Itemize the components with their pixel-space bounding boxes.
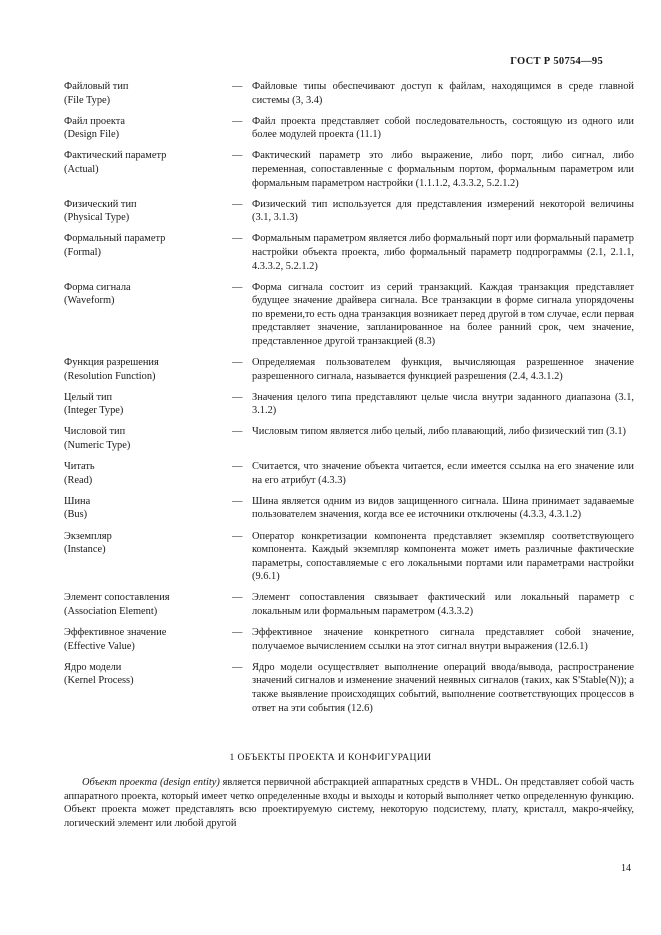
glossary-entry [64, 530, 634, 584]
definition: Считается, что значение объекта читается, если имеется ссылка на его значение или на его атрибут (4.3.3) [252, 461, 634, 486]
term [64, 460, 232, 487]
page-number: 14 [621, 863, 631, 874]
glossary-entry [64, 149, 634, 190]
term-russian: Физический тип [64, 198, 137, 210]
term-russian: Целый тип [64, 391, 113, 403]
definition: Формальным параметром является либо формальный порт или формальный параметр настройки объекта проекта, либо формальный параметр подпрограммы (2.1, 2.1.1, 4.3.3.2, 5.2.1.2) [252, 233, 634, 272]
paragraph-text: является первичной абстракцией аппаратных средств в VHDL. Он представляет собой часть аппаратного проекта, который имеет четко определенные входы и выходы и который выполняет четко определенную функцию. Объект проекта может представлять всю проектируемую систему, некоторую подсистему, плату, кристалл, макро-ячейку, логический элемент или любой другой [64, 777, 634, 829]
dash: — [232, 661, 243, 673]
dash: — [232, 627, 243, 639]
term-russian: Файл проекта [64, 115, 126, 127]
term [64, 198, 232, 225]
term-english: (File Type) [64, 94, 111, 106]
glossary-entry [64, 281, 634, 349]
term-english: (Association Element) [64, 606, 158, 617]
definition: Оператор конкретизации компонента представляет экземпляр соответствующего компонента. Каждый экземпляр компонента может иметь различные фактические параметры, сопоставляемые с его локальными портами или параметрами настройки (9.6.1) [252, 530, 634, 583]
term-russian: Функция разрешения [64, 357, 159, 369]
term [64, 356, 232, 383]
term-russian: Эффективное значение [64, 627, 167, 639]
term [64, 425, 232, 452]
term-english: (Actual) [64, 163, 99, 175]
dash: — [232, 115, 243, 127]
term [64, 591, 232, 618]
definition: Ядро модели осуществляет выполнение операций ввода/вывода, распространение значений сигналов и изменение значений неявных сигналов (таких, как S'Stable(N)); а также выявление происходящих событий, выполнение соответствующих процессов в ответ на эти события (12.6) [252, 661, 634, 714]
dash: — [232, 81, 243, 92]
term-english: (Numeric Type) [64, 440, 131, 452]
term-english: (Read) [64, 474, 93, 486]
glossary-entry [64, 425, 634, 452]
dash: — [232, 461, 243, 473]
definition: Форма сигнала состоит из серий транзакций. Каждая транзакция представляет будущее значение драйвера сигнала. Все транзакции в форме сигнала упорядочены по времени,то есть одна транзакция возникает перед другой в том случае, если первая представляет значение, запланированное на более ранний срок, чем значение, представленное другой транзакцией (8.3) [252, 281, 634, 347]
term [64, 281, 232, 349]
definition: Шина является одним из видов защищенного сигнала. Шина принимает задаваемые пользователем значения, когда все ее источники отключены (4.3.3, 4.3.1.2) [252, 495, 634, 521]
term [64, 661, 232, 715]
body-paragraph [64, 776, 634, 830]
term-english: (Instance) [64, 544, 106, 556]
term-english: (Kernel Process) [64, 675, 134, 687]
term-english: (Physical Type) [64, 212, 130, 224]
term-english: (Resolution Function) [64, 370, 156, 382]
term-russian: Экземпляр [64, 530, 112, 542]
term-english: (Waveform) [64, 295, 115, 307]
definition: Элемент сопоставления связывает фактический или локальный параметр с локальным или формальным параметром (4.3.3.2) [252, 592, 634, 617]
dash: — [232, 592, 243, 604]
dash: — [232, 357, 243, 369]
glossary-entry [64, 80, 634, 107]
glossary-entry [64, 661, 634, 715]
term-russian: Фактический параметр [64, 150, 167, 162]
definition: Эффективное значение конкретного сигнала представляет собой значение, получаемое вычислением ссылки на этот сигнал внутри выражения (12.6.1) [252, 627, 634, 652]
term-russian: Шина [64, 495, 91, 507]
term [64, 530, 232, 584]
term-russian: Элемент сопоставления [64, 592, 170, 604]
glossary [64, 80, 634, 723]
term-english: (Integer Type) [64, 405, 124, 417]
term [64, 232, 232, 273]
dash: — [232, 150, 243, 162]
term [64, 80, 232, 107]
glossary-entry [64, 391, 634, 418]
term [64, 626, 232, 653]
paragraph-lead-term: Объект проекта (design entity) [82, 777, 220, 788]
glossary-entry [64, 591, 634, 618]
definition: Числовым типом является либо целый, либо плавающий, либо физический тип (3.1) [252, 426, 626, 438]
dash: — [232, 391, 243, 403]
term-russian: Читать [64, 461, 95, 473]
term [64, 391, 232, 418]
dash: — [232, 198, 243, 210]
glossary-entry [64, 232, 634, 273]
glossary-entry [64, 115, 634, 142]
definition: Файловые типы обеспечивают доступ к файлам, находящимся в среде главной системы (3, 3.4) [252, 81, 634, 106]
definition: Определяемая пользователем функция, вычисляющая разрешенное значение разрешенного сигнала, называется функцией разрешения (2.4, 4.3.1.2) [252, 357, 634, 382]
term-russian: Форма сигнала [64, 281, 131, 293]
term-english: (Bus) [64, 509, 88, 521]
term-russian: Файловый тип [64, 81, 129, 92]
definition: Значения целого типа представляют целые числа внутри заданного диапазона (3.1, 3.1.2) [252, 391, 634, 417]
glossary-entry [64, 626, 634, 653]
definition: Фактический параметр это либо выражение, либо порт, либо сигнал, либо переменная, сопоставленные с формальным портом, формальным параметром или формальным параметром настройки (1.1.1.2, 4.3.3.2, 5.2.1.2) [252, 150, 634, 189]
term-english: (Effective Value) [64, 640, 135, 652]
term-russian: Числовой тип [64, 426, 126, 438]
term-russian: Ядро модели [64, 661, 122, 673]
dash: — [232, 426, 243, 438]
section-title: 1 ОБЪЕКТЫ ПРОЕКТА И КОНФИГУРАЦИИ [229, 752, 432, 763]
definition: Файл проекта представляет собой последовательность, состоящую из одного или более модулей проекта (11.1) [252, 115, 634, 141]
standard-header: ГОСТ Р 50754—95 [510, 56, 603, 67]
dash: — [232, 233, 243, 245]
term-english: (Formal) [64, 246, 101, 258]
term-russian: Формальный параметр [64, 233, 166, 245]
term [64, 495, 232, 522]
glossary-entry [64, 460, 634, 487]
term [64, 115, 232, 142]
term-english: (Design File) [64, 129, 120, 141]
dash: — [232, 495, 243, 507]
glossary-entry [64, 198, 634, 225]
glossary-entry [64, 495, 634, 522]
dash: — [232, 530, 243, 542]
definition: Физический тип используется для представления измерений некоторой величины (3.1, 3.1.3) [252, 198, 634, 224]
glossary-entry [64, 356, 634, 383]
term [64, 149, 232, 190]
dash: — [232, 281, 243, 293]
